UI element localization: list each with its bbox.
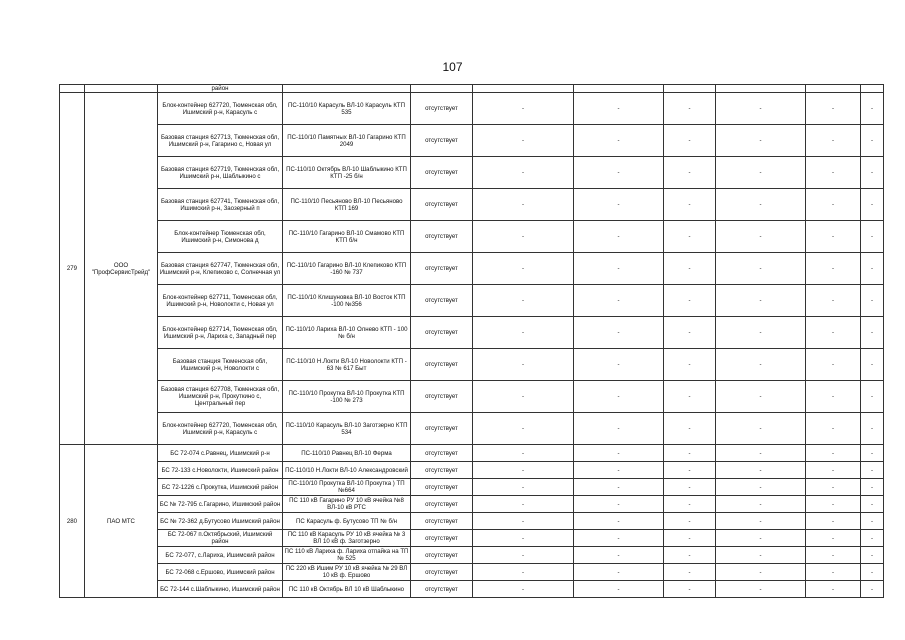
value-cell: -	[473, 349, 574, 381]
value-cell: -	[473, 564, 574, 581]
connection-cell: ПС-110/10 Клишуновка ВЛ-10 Восток КТП -100 №356	[283, 285, 411, 317]
value-cell: -	[861, 462, 884, 479]
value-cell: -	[806, 93, 861, 125]
value-cell: -	[716, 189, 806, 221]
status-cell: отсутствует	[411, 513, 473, 530]
value-cell: -	[716, 530, 806, 547]
value-cell: -	[574, 445, 664, 462]
connection-cell: ПС 110 кВ Карасуль РУ 10 кВ ячейка № 3 ВЛ 10 кВ ф. Заготзерно	[283, 530, 411, 547]
table-row	[60, 413, 884, 445]
table-row	[60, 530, 884, 547]
row-number-cell: 280	[60, 445, 85, 598]
address-cell: Базовая станция 627708, Тюменская обл, Ишимский р-н, Прокуткино с, Центральный пер	[158, 381, 283, 413]
value-cell: -	[716, 349, 806, 381]
value-cell: -	[806, 349, 861, 381]
value-cell: -	[861, 496, 884, 513]
connection-cell: ПС 110 кВ Гагарино РУ 10 кВ ячейка №8 ВЛ-10 кВ РТС	[283, 496, 411, 513]
value-cell: -	[664, 253, 716, 285]
value-cell: -	[716, 564, 806, 581]
value-cell: -	[574, 221, 664, 253]
value-cell: -	[664, 221, 716, 253]
value-cell: -	[473, 581, 574, 598]
table-row	[60, 445, 884, 462]
value-cell: -	[716, 581, 806, 598]
address-cell: БС 72-144 с.Шаблыкино, Ишимский район	[158, 581, 283, 598]
organization-cell: ПАО МТС	[85, 445, 158, 598]
value-cell: -	[806, 253, 861, 285]
table-row	[60, 381, 884, 413]
value-cell: -	[716, 513, 806, 530]
value-cell: -	[806, 479, 861, 496]
value-cell: -	[574, 462, 664, 479]
table-row	[60, 513, 884, 530]
value-cell: -	[861, 413, 884, 445]
value-cell: -	[664, 530, 716, 547]
value-cell: -	[716, 381, 806, 413]
value-cell: -	[664, 349, 716, 381]
connection-cell: ПС-110/10 Карасуль ВЛ-10 Заготзерно КТП 534	[283, 413, 411, 445]
value-cell: -	[664, 125, 716, 157]
value-cell: -	[806, 413, 861, 445]
value-cell: -	[806, 317, 861, 349]
connection-cell: ПС-110/10 Ларихa ВЛ-10 Олнево КТП - 100 № б/н	[283, 317, 411, 349]
value-cell: -	[716, 462, 806, 479]
value-cell: -	[806, 547, 861, 564]
address-cell: БС № 72-362 д.Бутусово Ишимский район	[158, 513, 283, 530]
value-cell: -	[806, 496, 861, 513]
status-cell: отсутствует	[411, 189, 473, 221]
status-cell: отсутствует	[411, 381, 473, 413]
empty-cell	[861, 85, 884, 93]
connection-cell: ПС 110 кВ Октябрь ВЛ 10 кВ Шаблыкино	[283, 581, 411, 598]
number-cell	[60, 85, 85, 93]
value-cell: -	[806, 157, 861, 189]
value-cell: -	[574, 479, 664, 496]
value-cell: -	[473, 513, 574, 530]
value-cell: -	[473, 285, 574, 317]
table-row	[60, 317, 884, 349]
table-row	[60, 157, 884, 189]
empty-cell	[473, 85, 574, 93]
value-cell: -	[473, 93, 574, 125]
connection-cell: ПС-110/10 Прокутка ВЛ-10 Прокутка ) ТП №664	[283, 479, 411, 496]
table-row	[60, 496, 884, 513]
table-row	[60, 462, 884, 479]
value-cell: -	[574, 125, 664, 157]
value-cell: -	[473, 221, 574, 253]
value-cell: -	[473, 462, 574, 479]
value-cell: -	[861, 445, 884, 462]
value-cell: -	[664, 445, 716, 462]
value-cell: -	[574, 157, 664, 189]
address-cell: Базовая станция 627713, Тюменская обл, Ишимский р-н, Гагарино с, Новая ул	[158, 125, 283, 157]
value-cell: -	[664, 93, 716, 125]
empty-cell	[283, 85, 411, 93]
connection-cell: ПС 110 кВ Ларихa ф. Ларихa отпайка на ТП № 525	[283, 547, 411, 564]
page-number: 107	[442, 60, 463, 74]
value-cell: -	[664, 462, 716, 479]
empty-cell	[574, 85, 664, 93]
value-cell: -	[861, 564, 884, 581]
connection-cell: ПС 220 кВ Ишим РУ 10 кВ ячейка № 29 ВЛ 10 кВ ф. Ершово	[283, 564, 411, 581]
address-cell: Базовая станция 627719, Тюменская обл, Ишимский р-н, Шаблыкино с	[158, 157, 283, 189]
status-cell: отсутствует	[411, 413, 473, 445]
value-cell: -	[473, 189, 574, 221]
address-cell: Блок-контейнер 627720, Тюменская обл, Ишимский р-н, Карасуль с	[158, 93, 283, 125]
empty-cell	[411, 85, 473, 93]
value-cell: -	[664, 381, 716, 413]
value-cell: -	[861, 125, 884, 157]
table-row	[60, 253, 884, 285]
value-cell: -	[716, 547, 806, 564]
value-cell: -	[861, 479, 884, 496]
address-cell: БС 72-133 с.Новолокти, Ишимский район	[158, 462, 283, 479]
address-cell: район	[158, 85, 283, 93]
value-cell: -	[716, 479, 806, 496]
status-cell: отсутствует	[411, 157, 473, 189]
address-cell: Базовая станция 627741, Тюменская обл, Ишимский р-н, Заозерный п	[158, 189, 283, 221]
value-cell: -	[806, 221, 861, 253]
address-cell: БС 72-068 с.Ершово, Ишимский район	[158, 564, 283, 581]
value-cell: -	[806, 189, 861, 221]
address-cell: Базовая станция Тюменская обл, Ишимский р-н, Новолокти с	[158, 349, 283, 381]
value-cell: -	[716, 157, 806, 189]
value-cell: -	[664, 547, 716, 564]
value-cell: -	[664, 285, 716, 317]
value-cell: -	[664, 496, 716, 513]
value-cell: -	[806, 462, 861, 479]
table-row	[60, 221, 884, 253]
connection-cell: ПС-110/10 Н.Локти ВЛ-10 Новолокти КТП - 63 № 617 Быт	[283, 349, 411, 381]
value-cell: -	[716, 125, 806, 157]
status-cell: отсутствует	[411, 445, 473, 462]
value-cell: -	[806, 445, 861, 462]
status-cell: отсутствует	[411, 125, 473, 157]
value-cell: -	[473, 547, 574, 564]
value-cell: -	[574, 317, 664, 349]
value-cell: -	[664, 581, 716, 598]
address-cell: БС 72-067 п.Октябрьский, Ишимский район	[158, 530, 283, 547]
value-cell: -	[861, 581, 884, 598]
address-cell: Блок-контейнер 627714, Тюменская обл, Ишимский р-н, Ларихa с, Западный пер	[158, 317, 283, 349]
value-cell: -	[664, 413, 716, 445]
value-cell: -	[664, 317, 716, 349]
value-cell: -	[716, 496, 806, 513]
value-cell: -	[806, 581, 861, 598]
connection-cell: ПС-110/10 Прокутка ВЛ-10 Прокутка КТП -100 № 273	[283, 381, 411, 413]
table-row	[60, 285, 884, 317]
value-cell: -	[716, 413, 806, 445]
value-cell: -	[473, 496, 574, 513]
table-row	[60, 581, 884, 598]
table-row	[60, 189, 884, 221]
status-cell: отсутствует	[411, 462, 473, 479]
value-cell: -	[574, 413, 664, 445]
value-cell: -	[574, 285, 664, 317]
value-cell: -	[806, 381, 861, 413]
address-cell: Блок-контейнер 627720, Тюменская обл, Ишимский р-н, Карасуль с	[158, 413, 283, 445]
value-cell: -	[716, 221, 806, 253]
status-cell: отсутствует	[411, 285, 473, 317]
value-cell: -	[716, 253, 806, 285]
value-cell: -	[574, 547, 664, 564]
value-cell: -	[861, 530, 884, 547]
value-cell: -	[806, 513, 861, 530]
value-cell: -	[716, 285, 806, 317]
table-row	[60, 564, 884, 581]
value-cell: -	[861, 513, 884, 530]
value-cell: -	[574, 530, 664, 547]
connection-cell: ПС Карасуль ф. Бутусово ТП № б/н	[283, 513, 411, 530]
status-cell: отсутствует	[411, 547, 473, 564]
address-cell: Блок-контейнер Тюменская обл, Ишимский р-н, Симонова д	[158, 221, 283, 253]
value-cell: -	[664, 479, 716, 496]
address-cell: Базовая станция 627747, Тюменская обл, Ишимский р-н, Клепиково с, Солнечная ул	[158, 253, 283, 285]
value-cell: -	[861, 221, 884, 253]
value-cell: -	[861, 547, 884, 564]
value-cell: -	[473, 381, 574, 413]
connection-cell: ПС-110/10 Н.Локти ВЛ-10 Александровский	[283, 462, 411, 479]
value-cell: -	[574, 381, 664, 413]
status-cell: отсутствует	[411, 253, 473, 285]
value-cell: -	[861, 157, 884, 189]
row-number-cell: 279	[60, 93, 85, 445]
address-cell: БС 72-1226 с.Прокутка, Ишимский район	[158, 479, 283, 496]
empty-cell	[664, 85, 716, 93]
value-cell: -	[664, 157, 716, 189]
value-cell: -	[574, 564, 664, 581]
empty-cell	[716, 85, 806, 93]
status-cell: отсутствует	[411, 221, 473, 253]
value-cell: -	[574, 189, 664, 221]
value-cell: -	[664, 189, 716, 221]
value-cell: -	[716, 445, 806, 462]
value-cell: -	[473, 445, 574, 462]
connection-cell: ПС-110/10 Гагарино ВЛ-10 Клепиково КТП -160 № 737	[283, 253, 411, 285]
value-cell: -	[861, 93, 884, 125]
connection-cell: ПС-110/10 Карасуль ВЛ-10 Карасуль КТП 535	[283, 93, 411, 125]
value-cell: -	[806, 530, 861, 547]
table-row	[60, 479, 884, 496]
address-cell: БС 72-077, с.Ларихa, Ишимский район	[158, 547, 283, 564]
empty-cell	[806, 85, 861, 93]
value-cell: -	[806, 285, 861, 317]
value-cell: -	[716, 93, 806, 125]
connection-cell: ПС-110/10 Октябрь ВЛ-10 Шаблыкино КТП КТП -25 б/н	[283, 157, 411, 189]
table-row	[60, 85, 884, 93]
value-cell: -	[473, 530, 574, 547]
status-cell: отсутствует	[411, 496, 473, 513]
value-cell: -	[574, 253, 664, 285]
value-cell: -	[861, 349, 884, 381]
value-cell: -	[473, 253, 574, 285]
value-cell: -	[574, 496, 664, 513]
value-cell: -	[473, 157, 574, 189]
status-cell: отсутствует	[411, 581, 473, 598]
address-cell: Блок-контейнер 627711, Тюменская обл, Ишимский р-н, Новолокти с, Новая ул	[158, 285, 283, 317]
value-cell: -	[861, 381, 884, 413]
address-cell: БС 72-074 с.Равнец, Ишимский р-н	[158, 445, 283, 462]
status-cell: отсутствует	[411, 564, 473, 581]
value-cell: -	[473, 479, 574, 496]
value-cell: -	[473, 125, 574, 157]
value-cell: -	[806, 125, 861, 157]
value-cell: -	[861, 285, 884, 317]
table-row	[60, 349, 884, 381]
status-cell: отсутствует	[411, 530, 473, 547]
connection-cell: ПС-110/10 Песьяново ВЛ-10 Песьяново КТП 169	[283, 189, 411, 221]
organization-cell: ООО "ПрофСервисТрейд"	[85, 93, 158, 445]
table-row	[60, 125, 884, 157]
value-cell: -	[664, 513, 716, 530]
value-cell: -	[574, 349, 664, 381]
connection-cell: ПС-110/10 Равнец ВЛ-10 Ферма	[283, 445, 411, 462]
status-cell: отсутствует	[411, 93, 473, 125]
status-cell: отсутствует	[411, 349, 473, 381]
value-cell: -	[473, 317, 574, 349]
value-cell: -	[861, 253, 884, 285]
connection-cell: ПС-110/10 Памятных ВЛ-10 Гагарино КТП 2049	[283, 125, 411, 157]
value-cell: -	[473, 413, 574, 445]
value-cell: -	[574, 93, 664, 125]
value-cell: -	[664, 564, 716, 581]
value-cell: -	[861, 317, 884, 349]
value-cell: -	[574, 581, 664, 598]
registry-table	[59, 84, 884, 598]
value-cell: -	[574, 513, 664, 530]
value-cell: -	[716, 317, 806, 349]
value-cell: -	[806, 564, 861, 581]
value-cell: -	[861, 189, 884, 221]
status-cell: отсутствует	[411, 479, 473, 496]
address-cell: БС № 72-795 с.Гагарино, Ишимский район	[158, 496, 283, 513]
table-row	[60, 547, 884, 564]
organization-cell	[85, 85, 158, 93]
status-cell: отсутствует	[411, 317, 473, 349]
table-row	[60, 93, 884, 125]
connection-cell: ПС-110/10 Гагарино ВЛ-10 Смамово КТП КТП б/н	[283, 221, 411, 253]
